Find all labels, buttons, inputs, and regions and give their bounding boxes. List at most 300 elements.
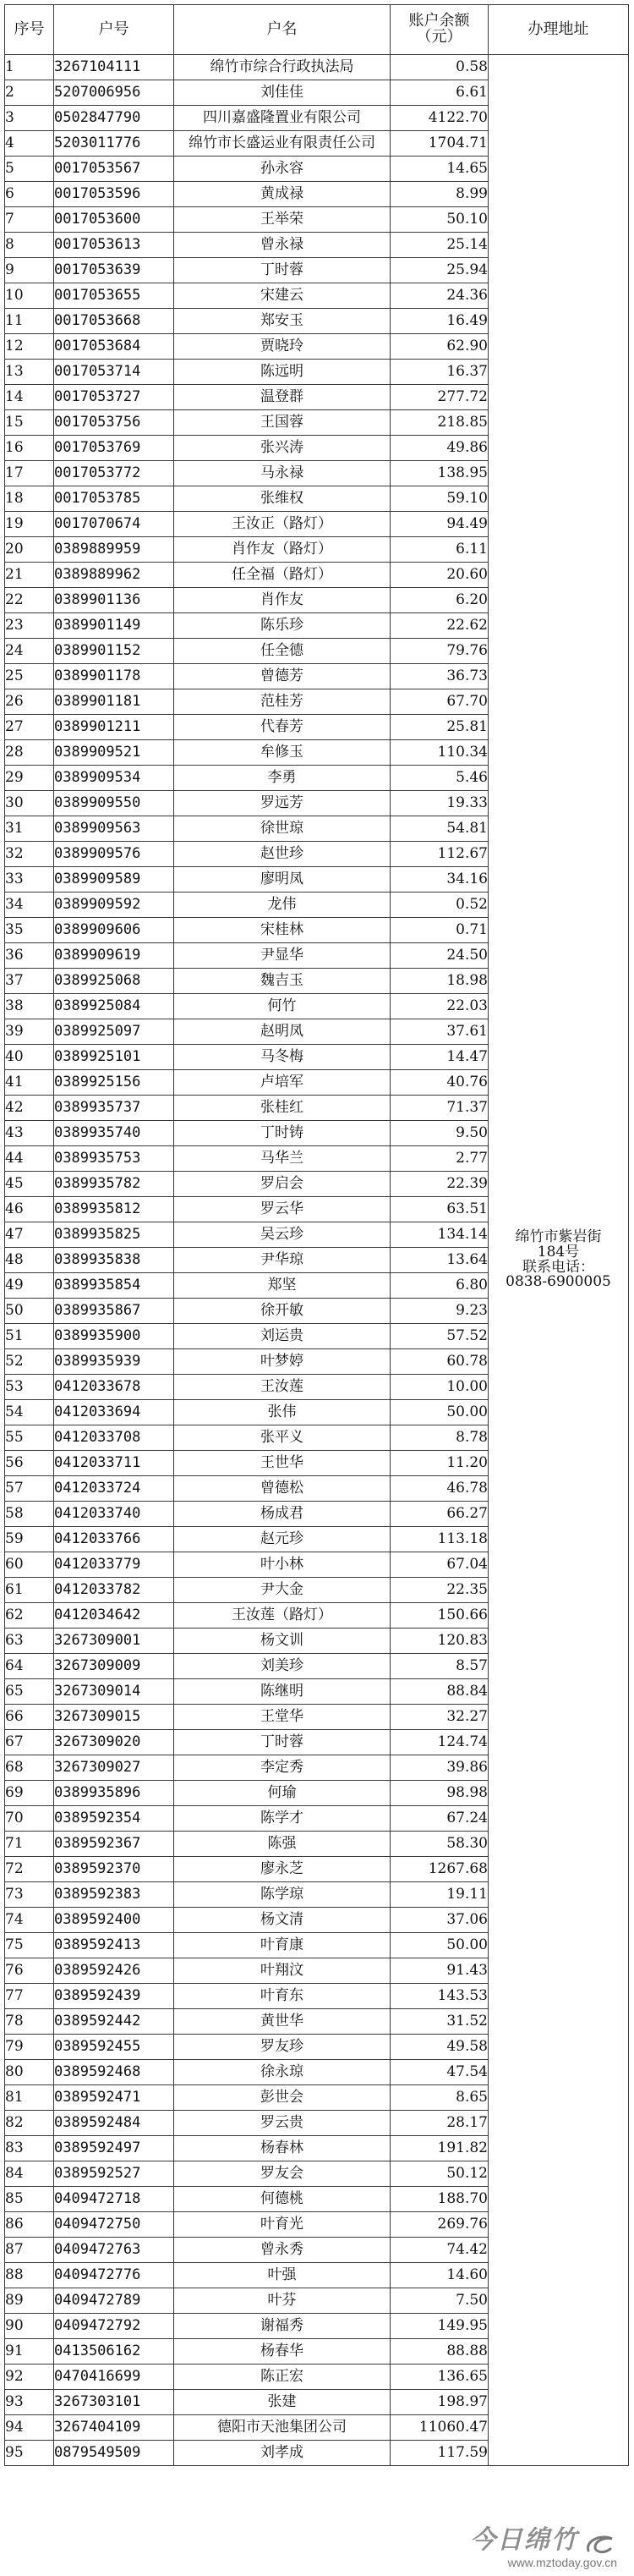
cell-account: 0017070674	[54, 512, 174, 537]
cell-balance: 120.83	[391, 1629, 489, 1654]
cell-seq: 78	[5, 2009, 54, 2035]
cell-balance: 20.60	[391, 563, 489, 588]
cell-seq: 11	[5, 309, 54, 334]
cell-seq: 16	[5, 436, 54, 461]
cell-seq: 32	[5, 842, 54, 867]
cell-account: 0389592354	[54, 1806, 174, 1832]
cell-name: 陈继明	[174, 1679, 391, 1705]
cell-account: 0409472718	[54, 2187, 174, 2212]
cell-account: 3267309020	[54, 1730, 174, 1755]
cell-seq: 35	[5, 918, 54, 943]
cell-name: 任全德	[174, 639, 391, 664]
cell-account: 0389901149	[54, 613, 174, 639]
cell-seq: 91	[5, 2339, 54, 2365]
cell-account: 0017053613	[54, 233, 174, 258]
cell-account: 0389909606	[54, 918, 174, 943]
cell-seq: 38	[5, 994, 54, 1019]
cell-account: 0017053714	[54, 360, 174, 385]
header-account: 户号	[54, 5, 174, 55]
cell-seq: 48	[5, 1248, 54, 1273]
cell-account: 0389935854	[54, 1273, 174, 1299]
cell-balance: 63.51	[391, 1197, 489, 1222]
cell-seq: 15	[5, 410, 54, 436]
cell-name: 郑坚	[174, 1273, 391, 1299]
cell-balance: 19.11	[391, 1882, 489, 1908]
cell-balance: 94.49	[391, 512, 489, 537]
cell-name: 宋桂林	[174, 918, 391, 943]
cell-account: 0389901152	[54, 639, 174, 664]
cell-account: 0389889959	[54, 537, 174, 563]
cell-seq: 85	[5, 2187, 54, 2212]
cell-name: 叶强	[174, 2263, 391, 2288]
cell-seq: 30	[5, 791, 54, 816]
cell-name: 刘美珍	[174, 1654, 391, 1679]
cell-seq: 95	[5, 2441, 54, 2466]
cell-balance: 58.30	[391, 1832, 489, 1857]
cell-seq: 36	[5, 943, 54, 969]
cell-name: 黄成禄	[174, 182, 391, 207]
cell-balance: 6.80	[391, 1273, 489, 1299]
cell-name: 何竹	[174, 994, 391, 1019]
address-line2: 184号	[537, 1243, 580, 1261]
cell-name: 绵竹市综合行政执法局	[174, 55, 391, 80]
cell-balance: 6.11	[391, 537, 489, 563]
cell-seq: 40	[5, 1045, 54, 1070]
cell-balance: 37.06	[391, 1908, 489, 1933]
cell-balance: 50.12	[391, 2161, 489, 2187]
cell-name: 陈乐珍	[174, 613, 391, 639]
cell-account: 3267404109	[54, 2415, 174, 2441]
cell-seq: 92	[5, 2365, 54, 2390]
cell-balance: 24.36	[391, 283, 489, 309]
cell-name: 宋建云	[174, 283, 391, 309]
cell-balance: 47.54	[391, 2060, 489, 2085]
cell-account: 5207006956	[54, 80, 174, 106]
cell-account: 0879549509	[54, 2441, 174, 2466]
cell-account: 0389925101	[54, 1045, 174, 1070]
cell-balance: 0.58	[391, 55, 489, 80]
cell-seq: 13	[5, 360, 54, 385]
cell-balance: 18.98	[391, 969, 489, 994]
cell-name: 曾德芳	[174, 664, 391, 689]
header-seq: 序号	[5, 5, 54, 55]
cell-balance: 188.70	[391, 2187, 489, 2212]
cell-name: 叶翔汶	[174, 1958, 391, 1984]
cell-name: 张建	[174, 2390, 391, 2415]
cell-seq: 24	[5, 639, 54, 664]
cell-account: 0389901181	[54, 689, 174, 715]
cell-seq: 52	[5, 1349, 54, 1375]
cell-name: 丁时铸	[174, 1121, 391, 1146]
cell-seq: 83	[5, 2136, 54, 2161]
cell-seq: 23	[5, 613, 54, 639]
cell-balance: 143.53	[391, 1984, 489, 2009]
cell-seq: 81	[5, 2085, 54, 2111]
cell-account: 0389909550	[54, 791, 174, 816]
cell-name: 黄世华	[174, 2009, 391, 2035]
cell-account: 0389901211	[54, 715, 174, 740]
cell-seq: 80	[5, 2060, 54, 2085]
cell-seq: 2	[5, 80, 54, 106]
cell-balance: 62.90	[391, 334, 489, 360]
cell-name: 廖明凤	[174, 867, 391, 893]
cell-name: 温登群	[174, 385, 391, 410]
cell-account: 0389925156	[54, 1070, 174, 1096]
cell-seq: 55	[5, 1425, 54, 1451]
cell-account: 0412033708	[54, 1425, 174, 1451]
cell-seq: 64	[5, 1654, 54, 1679]
cell-account: 0389935838	[54, 1248, 174, 1273]
address-line3: 联系电话：	[522, 1258, 594, 1276]
cell-account: 0017053567	[54, 157, 174, 182]
cell-account: 3267104111	[54, 55, 174, 80]
cell-account: 0389592442	[54, 2009, 174, 2035]
cell-account: 0389909521	[54, 740, 174, 766]
cell-name: 叶育康	[174, 1933, 391, 1958]
cell-balance: 13.64	[391, 1248, 489, 1273]
cell-seq: 72	[5, 1857, 54, 1882]
site-watermark	[428, 2525, 622, 2569]
cell-balance: 124.74	[391, 1730, 489, 1755]
cell-account: 0389592367	[54, 1832, 174, 1857]
cell-account: 0017053684	[54, 334, 174, 360]
cell-seq: 79	[5, 2035, 54, 2060]
cell-balance: 25.81	[391, 715, 489, 740]
cell-balance: 14.47	[391, 1045, 489, 1070]
cell-balance: 11.20	[391, 1451, 489, 1476]
cell-balance: 0.52	[391, 893, 489, 918]
cell-seq: 61	[5, 1578, 54, 1603]
header-balance-line2: （元）	[416, 28, 462, 46]
cell-seq: 84	[5, 2161, 54, 2187]
cell-seq: 75	[5, 1933, 54, 1958]
cell-seq: 76	[5, 1958, 54, 1984]
cell-account: 0389592497	[54, 2136, 174, 2161]
cell-account: 0017053727	[54, 385, 174, 410]
cell-name: 何德桃	[174, 2187, 391, 2212]
cell-account: 3267303101	[54, 2390, 174, 2415]
cell-seq: 31	[5, 816, 54, 842]
cell-balance: 46.78	[391, 1476, 489, 1502]
cell-balance: 67.04	[391, 1552, 489, 1578]
cell-seq: 89	[5, 2288, 54, 2314]
cell-balance: 91.43	[391, 1958, 489, 1984]
cell-name: 杨文训	[174, 1629, 391, 1654]
cell-account: 0017053655	[54, 283, 174, 309]
cell-balance: 31.52	[391, 2009, 489, 2035]
cell-balance: 14.65	[391, 157, 489, 182]
cell-name: 杨文清	[174, 1908, 391, 1933]
cell-account: 0412033740	[54, 1502, 174, 1527]
cell-account: 0389925097	[54, 1019, 174, 1045]
cell-name: 谢福秀	[174, 2314, 391, 2339]
cell-seq: 74	[5, 1908, 54, 1933]
table-row	[5, 55, 629, 80]
cell-balance: 9.50	[391, 1121, 489, 1146]
cell-balance: 22.35	[391, 1578, 489, 1603]
cell-name: 王汝莲（路灯）	[174, 1603, 391, 1629]
cell-name: 杨春华	[174, 2339, 391, 2365]
cell-balance: 36.73	[391, 664, 489, 689]
cell-seq: 49	[5, 1273, 54, 1299]
cell-balance: 22.03	[391, 994, 489, 1019]
cell-seq: 73	[5, 1882, 54, 1908]
cell-name: 徐开敏	[174, 1299, 391, 1324]
cell-name: 王国蓉	[174, 410, 391, 436]
cell-name: 尹大金	[174, 1578, 391, 1603]
cell-name: 张伟	[174, 1400, 391, 1425]
cell-account: 0389935867	[54, 1299, 174, 1324]
cell-seq: 62	[5, 1603, 54, 1629]
cell-account: 0389901136	[54, 588, 174, 613]
cell-seq: 59	[5, 1527, 54, 1552]
cell-balance: 11060.47	[391, 2415, 489, 2441]
cell-seq: 7	[5, 207, 54, 233]
cell-balance: 16.37	[391, 360, 489, 385]
cell-seq: 65	[5, 1679, 54, 1705]
cell-balance: 269.76	[391, 2212, 489, 2238]
cell-name: 张兴涛	[174, 436, 391, 461]
balance-sheet	[4, 4, 628, 2466]
cell-balance: 6.61	[391, 80, 489, 106]
cell-seq: 67	[5, 1730, 54, 1755]
cell-balance: 57.52	[391, 1324, 489, 1349]
cell-balance: 8.99	[391, 182, 489, 207]
cell-balance: 4122.70	[391, 106, 489, 131]
cell-balance: 28.17	[391, 2111, 489, 2136]
cell-name: 代春芳	[174, 715, 391, 740]
cell-balance: 150.66	[391, 1603, 489, 1629]
cell-account: 0389935740	[54, 1121, 174, 1146]
cell-account: 0389935753	[54, 1146, 174, 1172]
cell-name: 叶小林	[174, 1552, 391, 1578]
cell-balance: 54.81	[391, 816, 489, 842]
cell-name: 肖作友（路灯）	[174, 537, 391, 563]
cell-account: 3267309015	[54, 1705, 174, 1730]
cell-name: 任全福（路灯）	[174, 563, 391, 588]
header-address: 办理地址	[489, 5, 629, 55]
cell-name: 曾德松	[174, 1476, 391, 1502]
cell-account: 0412033711	[54, 1451, 174, 1476]
cell-account: 0412033724	[54, 1476, 174, 1502]
cell-seq: 26	[5, 689, 54, 715]
cell-balance: 277.72	[391, 385, 489, 410]
cell-balance: 2.77	[391, 1146, 489, 1172]
cell-account: 0017053600	[54, 207, 174, 233]
cell-balance: 6.20	[391, 588, 489, 613]
cell-account: 0389909592	[54, 893, 174, 918]
brand-swirl-icon	[583, 2532, 617, 2557]
cell-seq: 66	[5, 1705, 54, 1730]
cell-balance: 60.78	[391, 1349, 489, 1375]
cell-name: 杨成君	[174, 1502, 391, 1527]
cell-balance: 98.98	[391, 1781, 489, 1806]
cell-name: 赵元珍	[174, 1527, 391, 1552]
cell-account: 3267309009	[54, 1654, 174, 1679]
cell-seq: 12	[5, 334, 54, 360]
cell-balance: 138.95	[391, 461, 489, 486]
cell-balance: 39.86	[391, 1755, 489, 1781]
cell-name: 刘孝成	[174, 2441, 391, 2466]
cell-balance: 1704.71	[391, 131, 489, 157]
cell-account: 0017053639	[54, 258, 174, 283]
cell-account: 0412034642	[54, 1603, 174, 1629]
cell-account: 0389935782	[54, 1172, 174, 1197]
cell-account: 0409472763	[54, 2238, 174, 2263]
cell-seq: 14	[5, 385, 54, 410]
cell-name: 王举荣	[174, 207, 391, 233]
cell-seq: 29	[5, 766, 54, 791]
cell-seq: 71	[5, 1832, 54, 1857]
cell-account: 0389935825	[54, 1222, 174, 1248]
cell-seq: 82	[5, 2111, 54, 2136]
cell-name: 罗友珍	[174, 2035, 391, 2060]
cell-name: 张桂红	[174, 1096, 391, 1121]
header-balance	[391, 5, 489, 55]
cell-name: 何瑜	[174, 1781, 391, 1806]
cell-seq: 22	[5, 588, 54, 613]
cell-balance: 8.78	[391, 1425, 489, 1451]
cell-account: 0412033782	[54, 1578, 174, 1603]
cell-balance: 34.16	[391, 867, 489, 893]
cell-balance: 16.49	[391, 309, 489, 334]
cell-seq: 90	[5, 2314, 54, 2339]
cell-name: 陈强	[174, 1832, 391, 1857]
cell-name: 曾永禄	[174, 233, 391, 258]
cell-seq: 87	[5, 2238, 54, 2263]
cell-account: 0389592400	[54, 1908, 174, 1933]
header-balance-line1: 账户余额	[408, 12, 470, 30]
cell-account: 0389592468	[54, 2060, 174, 2085]
cell-account: 0389909619	[54, 943, 174, 969]
cell-name: 陈远明	[174, 360, 391, 385]
table-header-row	[5, 5, 629, 55]
cell-balance: 149.95	[391, 2314, 489, 2339]
cell-seq: 9	[5, 258, 54, 283]
cell-seq: 45	[5, 1172, 54, 1197]
cell-name: 范桂芳	[174, 689, 391, 715]
cell-account: 0389901178	[54, 664, 174, 689]
cell-account: 0389592471	[54, 2085, 174, 2111]
cell-seq: 33	[5, 867, 54, 893]
cell-balance: 50.10	[391, 207, 489, 233]
cell-name: 彭世会	[174, 2085, 391, 2111]
cell-name: 罗云贵	[174, 2111, 391, 2136]
cell-address	[489, 55, 629, 2466]
table-body	[5, 55, 629, 2466]
cell-account: 0389592455	[54, 2035, 174, 2060]
cell-seq: 51	[5, 1324, 54, 1349]
cell-account: 0017053596	[54, 182, 174, 207]
cell-account: 0017053668	[54, 309, 174, 334]
cell-balance: 112.67	[391, 842, 489, 867]
cell-account: 0409472776	[54, 2263, 174, 2288]
cell-account: 0017053772	[54, 461, 174, 486]
cell-balance: 1267.68	[391, 1857, 489, 1882]
cell-account: 0389935896	[54, 1781, 174, 1806]
cell-seq: 68	[5, 1755, 54, 1781]
cell-account: 3267309014	[54, 1679, 174, 1705]
cell-seq: 27	[5, 715, 54, 740]
cell-balance: 49.58	[391, 2035, 489, 2060]
cell-balance: 136.65	[391, 2365, 489, 2390]
cell-account: 0389909563	[54, 816, 174, 842]
cell-balance: 8.65	[391, 2085, 489, 2111]
cell-name: 杨春林	[174, 2136, 391, 2161]
cell-balance: 22.62	[391, 613, 489, 639]
cell-seq: 93	[5, 2390, 54, 2415]
cell-name: 丁时蓉	[174, 258, 391, 283]
cell-name: 丁时蓉	[174, 1730, 391, 1755]
cell-seq: 10	[5, 283, 54, 309]
cell-balance: 59.10	[391, 486, 489, 512]
cell-account: 0409472792	[54, 2314, 174, 2339]
cell-balance: 9.23	[391, 1299, 489, 1324]
cell-balance: 22.39	[391, 1172, 489, 1197]
cell-seq: 94	[5, 2415, 54, 2441]
cell-seq: 46	[5, 1197, 54, 1222]
cell-account: 0389935812	[54, 1197, 174, 1222]
cell-balance: 0.71	[391, 918, 489, 943]
cell-account: 0389935939	[54, 1349, 174, 1375]
address-line1: 绵竹市紫岩街	[515, 1228, 602, 1245]
cell-name: 张平义	[174, 1425, 391, 1451]
cell-account: 0389935900	[54, 1324, 174, 1349]
cell-balance: 88.84	[391, 1679, 489, 1705]
cell-name: 赵世珍	[174, 842, 391, 867]
cell-account: 0017053769	[54, 436, 174, 461]
cell-name: 吴云珍	[174, 1222, 391, 1248]
cell-seq: 4	[5, 131, 54, 157]
cell-balance: 10.00	[391, 1375, 489, 1400]
cell-seq: 37	[5, 969, 54, 994]
cell-balance: 5.46	[391, 766, 489, 791]
cell-name: 陈学琼	[174, 1882, 391, 1908]
cell-name: 罗远芳	[174, 791, 391, 816]
cell-balance: 88.88	[391, 2339, 489, 2365]
cell-seq: 47	[5, 1222, 54, 1248]
cell-seq: 77	[5, 1984, 54, 2009]
cell-account: 0412033678	[54, 1375, 174, 1400]
cell-seq: 42	[5, 1096, 54, 1121]
cell-name: 马冬梅	[174, 1045, 391, 1070]
cell-account: 0389592426	[54, 1958, 174, 1984]
cell-account: 0409472789	[54, 2288, 174, 2314]
cell-seq: 19	[5, 512, 54, 537]
cell-name: 叶芬	[174, 2288, 391, 2314]
cell-name: 王世华	[174, 1451, 391, 1476]
cell-seq: 88	[5, 2263, 54, 2288]
cell-name: 廖永芝	[174, 1857, 391, 1882]
cell-seq: 63	[5, 1629, 54, 1654]
cell-name: 尹华琼	[174, 1248, 391, 1273]
cell-balance: 25.94	[391, 258, 489, 283]
cell-balance: 8.57	[391, 1654, 489, 1679]
cell-seq: 44	[5, 1146, 54, 1172]
cell-name: 叶育光	[174, 2212, 391, 2238]
cell-seq: 8	[5, 233, 54, 258]
cell-balance: 67.24	[391, 1806, 489, 1832]
cell-balance: 134.14	[391, 1222, 489, 1248]
cell-seq: 69	[5, 1781, 54, 1806]
cell-balance: 117.59	[391, 2441, 489, 2466]
cell-account: 3267309001	[54, 1629, 174, 1654]
cell-account: 0502847790	[54, 106, 174, 131]
cell-account: 0389909589	[54, 867, 174, 893]
cell-seq: 58	[5, 1502, 54, 1527]
cell-name: 叶梦婷	[174, 1349, 391, 1375]
cell-name: 绵竹市长盛运业有限责任公司	[174, 131, 391, 157]
